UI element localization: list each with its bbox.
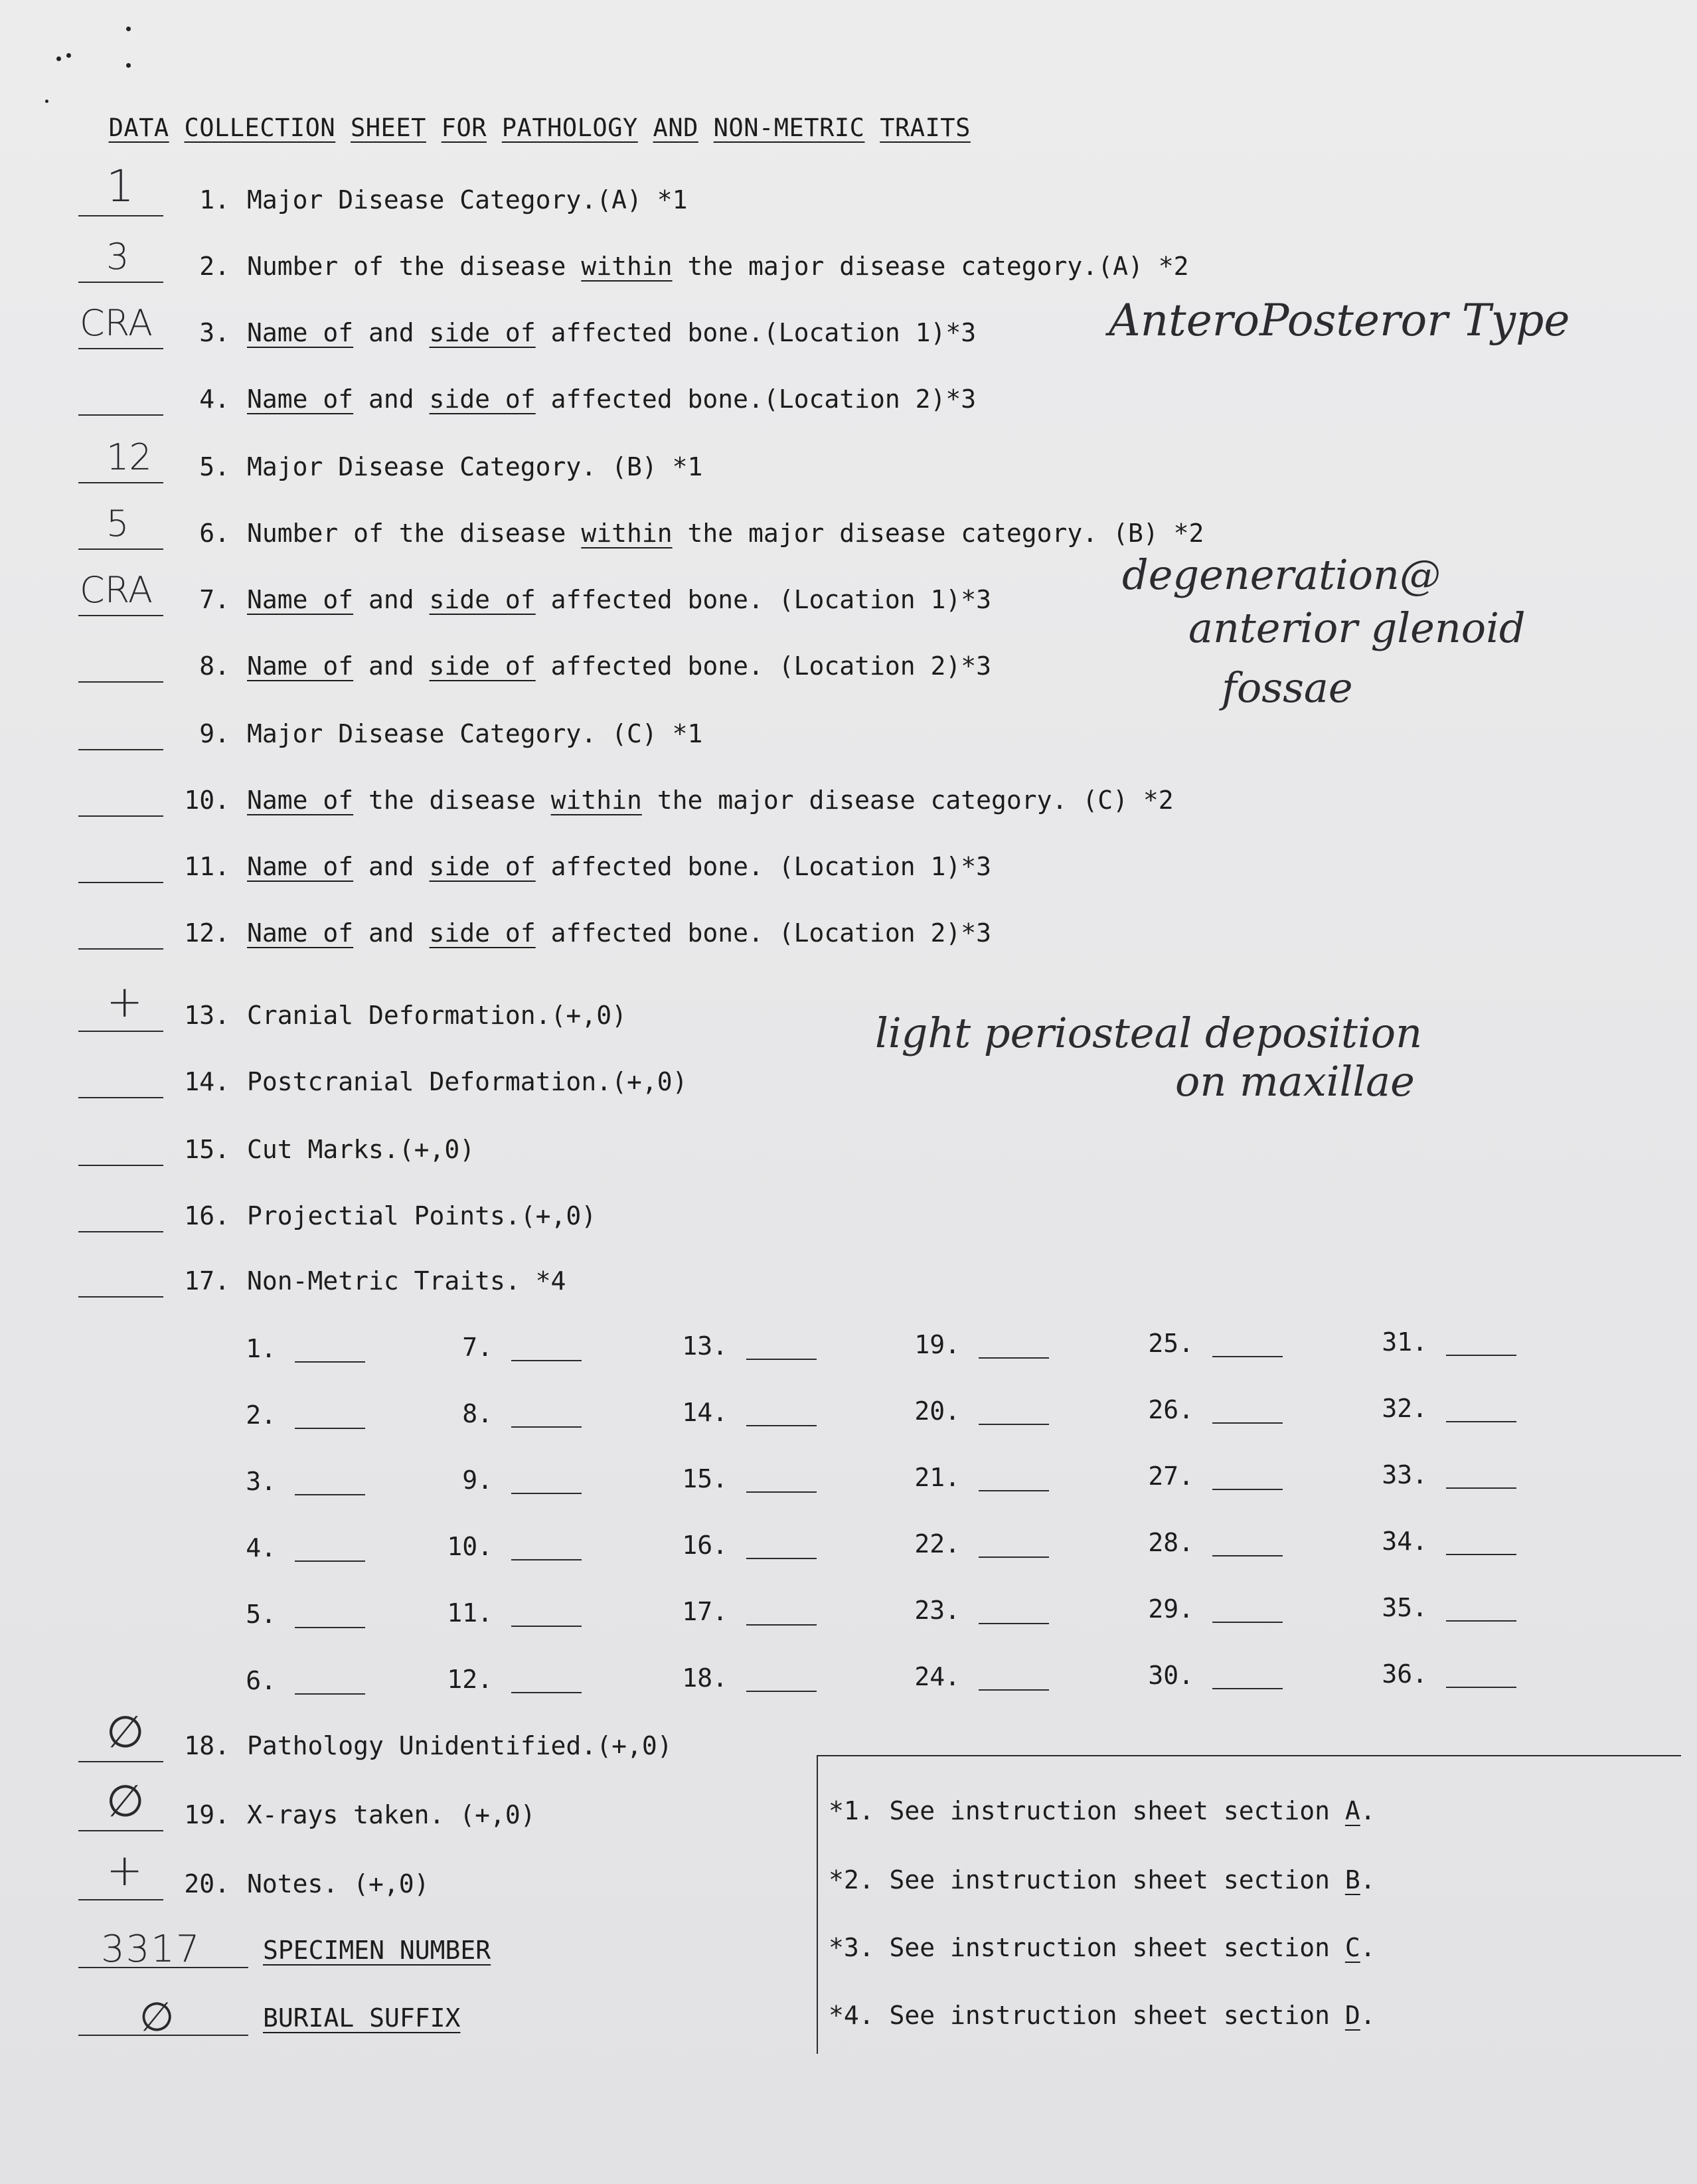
item-question: Name of and side of affected bone.(Location 2)*3 bbox=[247, 384, 977, 414]
handwritten-answer: CRA bbox=[80, 569, 153, 611]
trait-field[interactable] bbox=[1212, 1422, 1283, 1424]
title-word: PATHOLOGY bbox=[501, 114, 638, 142]
trait-number: 1. bbox=[246, 1334, 276, 1363]
item-number: 11. bbox=[184, 852, 230, 881]
trait-field[interactable] bbox=[295, 1361, 365, 1363]
trait-field[interactable] bbox=[295, 1560, 365, 1562]
handwritten-answer: 1 bbox=[106, 161, 134, 212]
handwritten-answer: CRA bbox=[80, 302, 153, 344]
trait-number: 19. bbox=[914, 1330, 960, 1359]
item-question: Name of and side of affected bone. (Location 1)*3 bbox=[247, 585, 992, 614]
trait-number: 27. bbox=[1148, 1462, 1194, 1491]
trait-field[interactable] bbox=[746, 1491, 817, 1493]
footnote-box-top bbox=[818, 1755, 1681, 1756]
trait-field[interactable] bbox=[1446, 1421, 1516, 1422]
trait-number: 25. bbox=[1148, 1329, 1194, 1358]
item-question: Postcranial Deformation.(+,0) bbox=[247, 1067, 688, 1096]
trait-number: 21. bbox=[914, 1463, 960, 1492]
trait-field[interactable] bbox=[746, 1425, 817, 1426]
footnote-end: . bbox=[1360, 2001, 1376, 2030]
trait-field[interactable] bbox=[746, 1624, 817, 1626]
trait-field[interactable] bbox=[1212, 1622, 1283, 1623]
answer-field[interactable] bbox=[78, 1231, 163, 1232]
trait-field[interactable] bbox=[1446, 1554, 1516, 1555]
trait-field[interactable] bbox=[1212, 1555, 1283, 1556]
trait-number: 16. bbox=[682, 1531, 728, 1560]
trait-field[interactable] bbox=[295, 1693, 365, 1695]
trait-number: 3. bbox=[246, 1467, 276, 1496]
trait-number: 5. bbox=[246, 1600, 276, 1629]
item-number: 18. bbox=[184, 1731, 230, 1760]
trait-field[interactable] bbox=[979, 1689, 1049, 1691]
trait-number: 6. bbox=[246, 1666, 276, 1695]
trait-field[interactable] bbox=[1446, 1487, 1516, 1489]
item-question: Major Disease Category. (B) *1 bbox=[247, 452, 703, 481]
handwritten-degeneration-note-line: anterior glenoid bbox=[1188, 604, 1526, 652]
item-question: Number of the disease within the major disease category.(A) *2 bbox=[247, 252, 1189, 281]
trait-number: 7. bbox=[462, 1333, 493, 1362]
footnote-end: . bbox=[1360, 1933, 1376, 1962]
item-question: Major Disease Category.(A) *1 bbox=[247, 185, 688, 214]
trait-number: 22. bbox=[914, 1529, 960, 1558]
trait-number: 13. bbox=[682, 1331, 728, 1361]
item-number: 17. bbox=[184, 1266, 230, 1296]
answer-field[interactable] bbox=[78, 882, 163, 883]
item-number: 12. bbox=[184, 918, 230, 948]
trait-field[interactable] bbox=[1212, 1356, 1283, 1357]
trait-number: 10. bbox=[447, 1532, 493, 1561]
trait-field[interactable] bbox=[1446, 1355, 1516, 1356]
handwritten-answer: + bbox=[106, 976, 143, 1027]
title-word: DATA bbox=[108, 114, 169, 142]
item-question: Name of and side of affected bone. (Location 2)*3 bbox=[247, 918, 992, 948]
trait-number: 32. bbox=[1382, 1394, 1427, 1423]
footnote-end: . bbox=[1360, 1796, 1376, 1825]
item-number: 20. bbox=[184, 1869, 230, 1898]
trait-field[interactable] bbox=[511, 1493, 582, 1494]
item-question: Pathology Unidentified.(+,0) bbox=[247, 1731, 673, 1760]
handwritten-answer: ∅ bbox=[106, 1707, 145, 1758]
handwritten-answer: ∅ bbox=[106, 1776, 145, 1827]
trait-number: 36. bbox=[1382, 1659, 1427, 1689]
answer-field[interactable] bbox=[78, 749, 163, 750]
trait-field[interactable] bbox=[979, 1623, 1049, 1624]
handwritten-answer: 5 bbox=[106, 503, 129, 545]
footnote bbox=[829, 1798, 1376, 1823]
trait-field[interactable] bbox=[295, 1494, 365, 1495]
item-number: 9. bbox=[199, 719, 230, 748]
trait-field[interactable] bbox=[746, 1359, 817, 1360]
trait-field[interactable] bbox=[511, 1692, 582, 1693]
item-question: Cut Marks.(+,0) bbox=[247, 1135, 475, 1164]
trait-number: 2. bbox=[246, 1400, 276, 1430]
answer-field[interactable] bbox=[78, 1296, 163, 1298]
item-question: Notes. (+,0) bbox=[247, 1869, 430, 1898]
answer-field[interactable] bbox=[78, 1165, 163, 1166]
handwritten-answer: 12 bbox=[106, 436, 152, 478]
trait-number: 23. bbox=[914, 1596, 960, 1625]
item-number: 4. bbox=[199, 384, 230, 414]
item-question: Non-Metric Traits. *4 bbox=[247, 1266, 566, 1296]
trait-number: 15. bbox=[682, 1464, 728, 1493]
trait-field[interactable] bbox=[979, 1424, 1049, 1425]
title-word: TRAITS bbox=[880, 114, 971, 142]
footnote-text: *1. See instruction sheet section bbox=[829, 1796, 1345, 1825]
footnote bbox=[829, 1867, 1376, 1892]
trait-field[interactable] bbox=[1212, 1489, 1283, 1490]
answer-field[interactable] bbox=[78, 348, 163, 349]
trait-number: 20. bbox=[914, 1396, 960, 1426]
handwritten-degeneration-note-line: fossae bbox=[1222, 663, 1353, 712]
item-question: Major Disease Category. (C) *1 bbox=[247, 719, 703, 748]
item-number: 6. bbox=[199, 519, 230, 548]
item-question: Name of and side of affected bone.(Location 1)*3 bbox=[247, 318, 977, 347]
footnote-text: *3. See instruction sheet section bbox=[829, 1933, 1345, 1962]
answer-field[interactable] bbox=[78, 681, 163, 683]
trait-field[interactable] bbox=[1446, 1620, 1516, 1622]
paper-speck bbox=[45, 100, 48, 103]
trait-number: 8. bbox=[462, 1399, 493, 1428]
answer-field[interactable] bbox=[78, 215, 163, 216]
trait-number: 28. bbox=[1148, 1528, 1194, 1557]
trait-number: 35. bbox=[1382, 1593, 1427, 1622]
burial-suffix-field[interactable] bbox=[78, 2035, 248, 2036]
trait-field[interactable] bbox=[1212, 1688, 1283, 1689]
item-number: 15. bbox=[184, 1135, 230, 1164]
item-question: Cranial Deformation.(+,0) bbox=[247, 1001, 627, 1030]
trait-number: 34. bbox=[1382, 1527, 1427, 1556]
handwritten-answer: 3 bbox=[106, 236, 129, 278]
handwritten-answer: + bbox=[106, 1845, 143, 1896]
trait-number: 24. bbox=[914, 1662, 960, 1691]
trait-field[interactable] bbox=[746, 1558, 817, 1559]
item-question: Name of and side of affected bone. (Location 1)*3 bbox=[247, 852, 992, 881]
paper-speck bbox=[56, 56, 61, 61]
trait-number: 14. bbox=[682, 1398, 728, 1427]
trait-number: 4. bbox=[246, 1533, 276, 1562]
answer-field[interactable] bbox=[78, 414, 163, 416]
trait-number: 30. bbox=[1148, 1661, 1194, 1690]
trait-number: 33. bbox=[1382, 1460, 1427, 1489]
trait-number: 9. bbox=[462, 1466, 493, 1495]
footnote-section: A bbox=[1344, 1796, 1360, 1825]
answer-field[interactable] bbox=[78, 1761, 163, 1762]
page-title bbox=[78, 85, 971, 142]
footnote-section: C bbox=[1344, 1933, 1360, 1962]
item-number: 2. bbox=[199, 252, 230, 281]
trait-field[interactable] bbox=[1446, 1687, 1516, 1688]
handwritten-periosteal-note-line: light periosteal deposition bbox=[875, 1009, 1423, 1057]
paper-speck bbox=[66, 53, 71, 58]
item-question: Number of the disease within the major disease category. (B) *2 bbox=[247, 519, 1204, 548]
answer-field[interactable] bbox=[78, 1899, 163, 1900]
footnote-text: *2. See instruction sheet section bbox=[829, 1865, 1345, 1894]
item-number: 8. bbox=[199, 651, 230, 681]
item-number: 10. bbox=[184, 786, 230, 815]
paper-speck bbox=[126, 63, 131, 68]
item-number: 13. bbox=[184, 1001, 230, 1030]
trait-number: 18. bbox=[682, 1663, 728, 1693]
item-question: X-rays taken. (+,0) bbox=[247, 1800, 536, 1829]
specimen-number-value: 3317 bbox=[101, 1928, 201, 1971]
handwritten-periosteal-note-line: on maxillae bbox=[1175, 1057, 1415, 1106]
burial-suffix-label: BURIAL SUFFIX bbox=[263, 2003, 461, 2033]
trait-number: 17. bbox=[682, 1597, 728, 1626]
answer-field[interactable] bbox=[78, 548, 163, 550]
footnote bbox=[829, 1935, 1376, 1960]
trait-field[interactable] bbox=[979, 1556, 1049, 1558]
answer-field[interactable] bbox=[78, 615, 163, 616]
trait-field[interactable] bbox=[979, 1490, 1049, 1491]
answer-field[interactable] bbox=[78, 482, 163, 483]
answer-field[interactable] bbox=[78, 815, 163, 817]
footnote-end: . bbox=[1360, 1865, 1376, 1894]
item-number: 1. bbox=[199, 185, 230, 214]
trait-number: 12. bbox=[447, 1665, 493, 1694]
item-number: 16. bbox=[184, 1201, 230, 1230]
specimen-number-label: SPECIMEN NUMBER bbox=[263, 1936, 491, 1965]
trait-field[interactable] bbox=[746, 1691, 817, 1692]
burial-suffix-value: ∅ bbox=[139, 1994, 175, 2041]
footnote-text: *4. See instruction sheet section bbox=[829, 2001, 1345, 2030]
item-number: 19. bbox=[184, 1800, 230, 1829]
item-question: Name of and side of affected bone. (Location 2)*3 bbox=[247, 651, 992, 681]
trait-number: 31. bbox=[1382, 1327, 1427, 1357]
trait-field[interactable] bbox=[295, 1627, 365, 1628]
footnote-box-left bbox=[817, 1755, 818, 2054]
handwritten-degeneration-note-line: degeneration@ bbox=[1122, 550, 1441, 599]
title-word: SHEET bbox=[351, 114, 426, 142]
answer-field[interactable] bbox=[78, 948, 163, 950]
answer-field[interactable] bbox=[78, 1031, 163, 1032]
specimen-number-field[interactable] bbox=[78, 1967, 248, 1968]
answer-field[interactable] bbox=[78, 1830, 163, 1831]
trait-field[interactable] bbox=[511, 1559, 582, 1560]
title-word: COLLECTION bbox=[184, 114, 336, 142]
item-number: 5. bbox=[199, 452, 230, 481]
footnote-section: B bbox=[1344, 1865, 1360, 1894]
item-number: 14. bbox=[184, 1067, 230, 1096]
item-question: Name of the disease within the major disease category. (C) *2 bbox=[247, 786, 1174, 815]
trait-field[interactable] bbox=[511, 1626, 582, 1627]
item-number: 3. bbox=[199, 318, 230, 347]
trait-field[interactable] bbox=[295, 1428, 365, 1429]
footnote bbox=[829, 2003, 1376, 2028]
trait-field[interactable] bbox=[511, 1426, 582, 1428]
title-word: FOR bbox=[441, 114, 487, 142]
answer-field[interactable] bbox=[78, 1097, 163, 1098]
item-question: Projectial Points.(+,0) bbox=[247, 1201, 597, 1230]
title-word: AND bbox=[653, 114, 698, 142]
footnote-section: D bbox=[1344, 2001, 1360, 2030]
title-word: NON-METRIC bbox=[713, 114, 865, 142]
handwritten-type-note: AnteroPosteror Type bbox=[1109, 295, 1570, 346]
paper-speck bbox=[126, 27, 131, 31]
trait-field[interactable] bbox=[511, 1360, 582, 1361]
answer-field[interactable] bbox=[78, 282, 163, 283]
item-number: 7. bbox=[199, 585, 230, 614]
trait-number: 26. bbox=[1148, 1395, 1194, 1424]
trait-number: 29. bbox=[1148, 1594, 1194, 1624]
trait-field[interactable] bbox=[979, 1357, 1049, 1359]
trait-number: 11. bbox=[447, 1598, 493, 1628]
